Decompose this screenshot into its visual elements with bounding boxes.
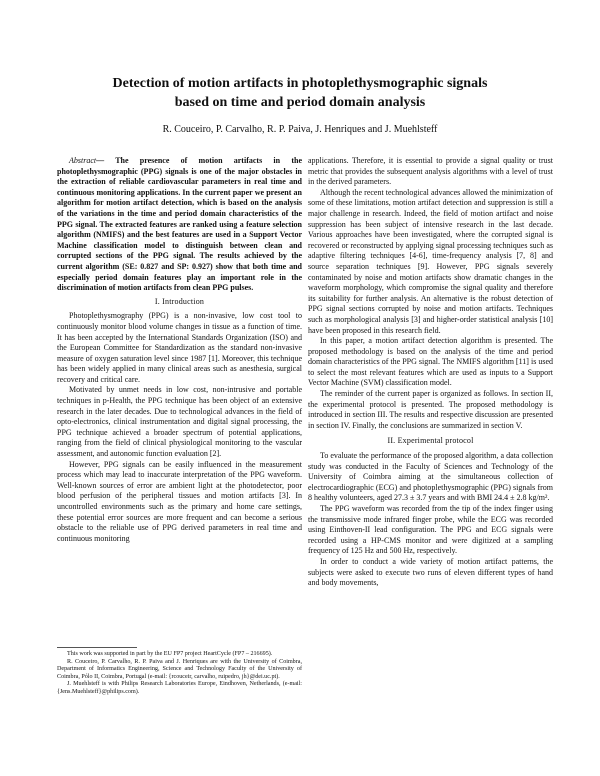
intro-paragraph-4: applications. Therefore, it is essential to provide a signal quality or trust metric that provides the subsequent analysis algorithms with a level of trust in the derived parameters. (308, 156, 553, 187)
intro-paragraph-3: However, PPG signals can be easily influenced in the measurement process which may lead to inaccurate interpretation of the PPG waveform. Well-known sources of error are ambient light at the photodetector, poor blood perfusion of the peripheral tissues and motion artifacts [3]. In uncontrolled environments such as the primary and home care settings, these potential error sources are more frequent and can become a serious obstacle to the reliable use of PPG derived parameters in real time and continuous monitoring (57, 459, 302, 543)
footnote-funding: This work was supported in part by the EU FP7 project HeartCycle (FP7 – 216695). (67, 651, 273, 657)
intro-paragraph-5: Although the recent technological advances allowed the minimization of some of these limitations, motion artifact detection and suppression is still a major challenge in research. Indeed, the field of motion artifact and noise suppression has been subject of intensive research in the last decade. Various approaches have been investigated, where the corrupted signal is recovered or reconstructed by applying signal processing techniques such as adaptive filtering techniques [4-6], time-frequency analysis [7, 8] and source separation techniques [9]. However, PPG signals severely contaminated by noise and motion artifacts show dramatic changes in the waveform morphology, which compromise the signal quality and therefore its suitability for further analysis. An alternative is the robust detection of PPG signal sections corrupted by noise and motion artifacts. Techniques such as morphological analysis [3] and higher-order statistical analysis [10] have been proposed in this research field. (308, 187, 553, 335)
protocol-paragraph-2: The PPG waveform was recorded from the tip of the index finger using the transmissive mode infrared finger probe, while the ECG was recorded using Einthoven-II lead configuration. The PPG and ECG signals were recorded using a HP-CMS monitor and were digitized at a sampling frequency of 125 Hz and 500 Hz, respectively. (308, 504, 553, 556)
section-heading-experimental-protocol: II. Experimental protocol (387, 436, 474, 446)
protocol-paragraph-1: To evaluate the performance of the proposed algorithm, a data collection study was conducted in the Faculty of Sciences and Technology of the University of Coimbra aiming at the simultaneous collection of electrocardiographic (ECG) and photoplethysmographic (PPG) signals from 8 healthy volunteers, aged 27.3 ± 3.7 years and with BMI 24.4 ± 2.8 kg/m². (308, 451, 553, 503)
abstract (57, 156, 302, 294)
footnotes (57, 647, 302, 697)
author-list: R. Couceiro, P. Carvalho, R. P. Paiva, J. Henriques and J. Muehlsteff (162, 124, 438, 135)
paper-title (40, 74, 560, 112)
footnote-rule (57, 647, 137, 648)
abstract-text: — The presence of motion artifacts in the photoplethysmographic (PPG) signals is one of the major obstacles in the extraction of reliable cardiovascular parameters in real time and continuous monitoring applications. In the current paper we present an algorithm for motion artifact detection, which is based on the analysis of the variations in the time and period domain characteristics of the PPG signal. The extracted features are ranked using a feature selection algorithm (NMIFS) and the best features are used in a Support Vector Machine classification model to distinguish between clean and corrupted sections of the PPG signal. The results achieved by the current algorithm (SE: 0.827 and SP: 0.927) show that both time and especially period domain features play an important role in the discrimination of motion artifacts from clean PPG pulses. (57, 156, 302, 293)
section-heading-introduction: I. Introduction (154, 296, 205, 306)
footnote-affiliation-2: J. Muehlsteff is with Philips Research Laboratories Europe, Eindhoven, Netherlands, (e-mail: {Jens.Muehlsteff}@philips.com). (57, 681, 302, 695)
intro-paragraph-2: Motivated by unmet needs in low cost, non-intrusive and portable techniques in p-Health, the PPG technique has been object of an extensive research in the later decades. Due to technological advances in the field of opto-electronics, clinical instrumentation and digital signal processing, the PPG technique achieved a broader spectrum of potential applications, ranging from the field of clinical physiological monitoring to the vascular assessment, and autonomic function evaluation [2]. (57, 385, 302, 459)
protocol-paragraph-3: In order to conduct a wide variety of motion artifact patterns, the subjects were asked to execute two runs of eleven different types of hand and body movements, (308, 556, 553, 588)
right-column (308, 156, 553, 589)
title-line-1: Detection of motion artifacts in photoplethysmographic signals (112, 76, 488, 91)
title-line-2: based on time and period domain analysis (174, 95, 426, 110)
intro-paragraph-7: The reminder of the current paper is organized as follows. In section II, the experimental protocol is presented. The proposed methodology is introduced in section III. The results and respective discussion are presented in section IV. Finally, the conclusions are summarized in section V. (308, 389, 553, 430)
intro-paragraph-6: In this paper, a motion artifact detection algorithm is presented. The proposed methodology is based on the analysis of the time and period domain characteristics of the PPG signal. The NMIFS algorithm [11] is used to select the most relevant features which are used as inputs to a Support Vector Machine (SVM) classification model. (308, 336, 553, 388)
abstract-lead: Abstract (69, 156, 97, 165)
footnote-affiliation-1: R. Couceiro, P. Carvalho, R. P. Paiva and J. Henriques are with the University of Coimbra, Department of Informatics Engineering, Science and Technology Faculty of the University of Coimbra, Pólo II, Coimbra, Portugal (e-mail: {rcouceir, carvalho, ruipedro, jh}@dei.uc.pt). (57, 658, 302, 680)
left-column (57, 156, 302, 544)
intro-paragraph-1: Photoplethysmography (PPG) is a non-invasive, low cost tool to continuously monitor blood volume changes in tissue as a function of time. It has been accepted by the International Standards Organization (ISO) and the European Committee for Standardization as the standard non-invasive measure of oxygen saturation level since 1987 [1]. Moreover, this technique has been widely applied in many clinical areas such as anesthesia, surgical recovery and critical care. (57, 311, 302, 384)
